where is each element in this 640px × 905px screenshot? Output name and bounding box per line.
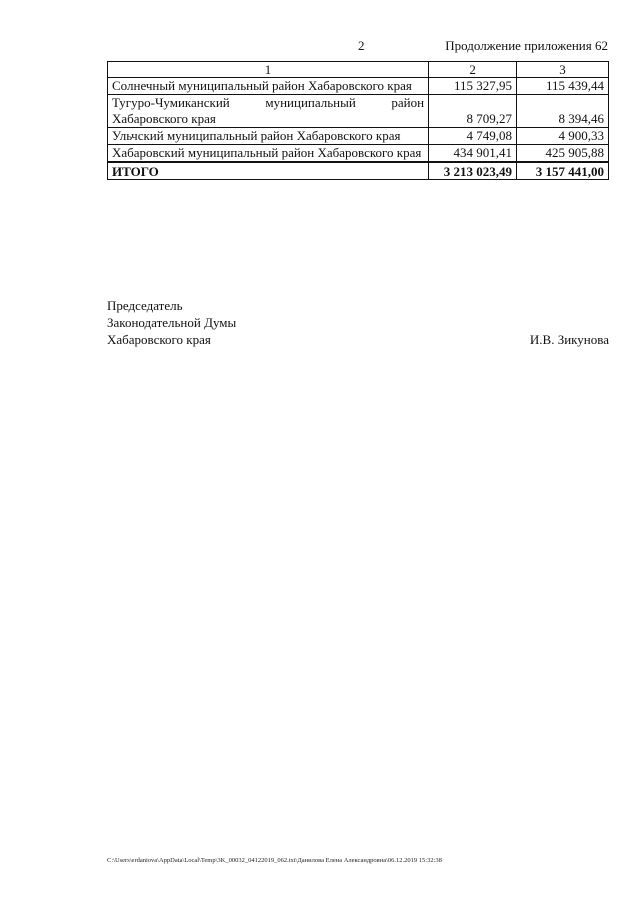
row-value-col3: 115 439,44 — [517, 78, 609, 95]
signatory-name: И.В. Зикунова — [529, 332, 609, 347]
row-value-col3: 8 394,46 — [517, 95, 609, 128]
signature-position: Председатель — [107, 298, 183, 313]
footer-file-path: C:\Users\erdaniova\AppData\Local\Temp\3K_00032_04122019_062.txt\Данилова Елена Александровна\06.12.2019 15:32:38 — [107, 857, 442, 864]
total-label: ИТОГО — [108, 162, 429, 180]
row-value-col3: 4 900,33 — [517, 128, 609, 145]
table-row — [108, 128, 609, 145]
row-name: Хабаровский муниципальный район Хабаровского края — [108, 145, 429, 163]
table-row — [108, 145, 609, 163]
row-value-col2: 434 901,41 — [429, 145, 517, 163]
signature-block — [107, 297, 609, 348]
row-name: Тугуро-Чумиканский муниципальный район Хабаровского края — [108, 95, 429, 128]
budget-table — [107, 61, 609, 180]
signature-organization: Законодательной Думы — [107, 315, 237, 330]
table-row — [108, 95, 609, 128]
total-value-col2: 3 213 023,49 — [429, 162, 517, 180]
column-header-1: 1 — [108, 62, 429, 78]
continuation-title: Продолжение приложения 62 — [445, 38, 608, 53]
column-header-2: 2 — [429, 62, 517, 78]
row-name: Солнечный муниципальный район Хабаровского края — [108, 78, 429, 95]
table-header-row — [108, 62, 609, 78]
total-row — [108, 162, 609, 180]
page-number: 2 — [358, 38, 365, 53]
row-value-col2: 8 709,27 — [429, 95, 517, 128]
column-header-3: 3 — [517, 62, 609, 78]
row-value-col3: 425 905,88 — [517, 145, 609, 163]
row-value-col2: 115 327,95 — [429, 78, 517, 95]
total-value-col3: 3 157 441,00 — [517, 162, 609, 180]
row-value-col2: 4 749,08 — [429, 128, 517, 145]
signature-region: Хабаровского края — [107, 332, 211, 347]
table-row — [108, 78, 609, 95]
row-name: Ульчский муниципальный район Хабаровского края — [108, 128, 429, 145]
